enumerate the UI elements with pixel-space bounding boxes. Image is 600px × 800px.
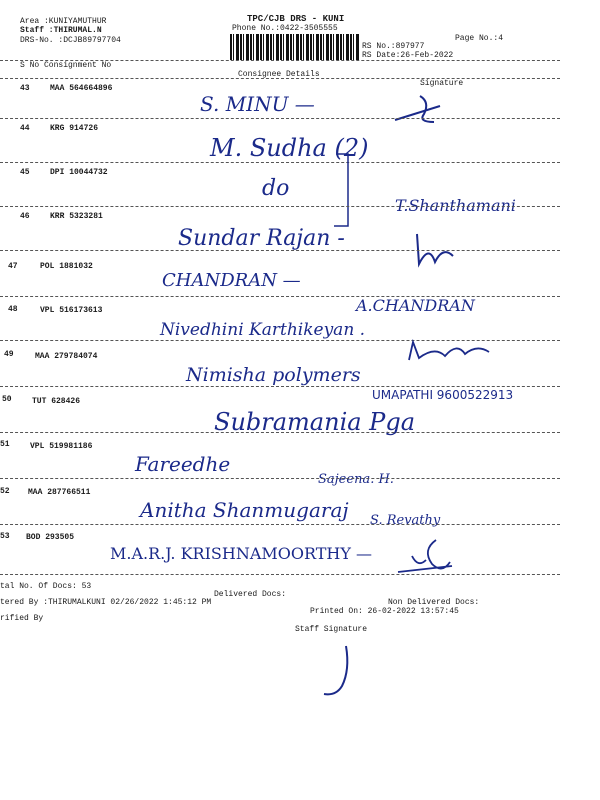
row-divider — [0, 162, 560, 163]
page-number: Page No.:4 — [455, 34, 504, 43]
row-sno: 45 — [20, 168, 30, 177]
printed-on: Printed On: 26-02-2022 13:57:45 — [310, 607, 459, 616]
row-consignment: MAA 564664896 — [50, 84, 113, 93]
row-divider — [0, 250, 560, 251]
row-consignment: MAA 287766511 — [28, 488, 91, 497]
row-consignment: DPI 10044732 — [50, 168, 108, 177]
row-consignment: VPL 519981186 — [30, 442, 93, 451]
non-delivered-docs: Non Delivered Docs: — [388, 598, 480, 607]
entered-by: tered By :THIRUMALKUNI 02/26/2022 1:45:12 PM — [0, 598, 212, 607]
row-consignee-name: CHANDRAN — — [162, 270, 301, 291]
row-divider — [0, 524, 560, 525]
row-consignment: POL 1881032 — [40, 262, 93, 271]
row-sno: 53 — [0, 532, 10, 541]
staff-label: Staff :THIRUMAL.N — [20, 26, 102, 35]
row-sno: 50 — [2, 395, 12, 404]
staff-signature-mark — [318, 640, 358, 700]
row-consignment: VPL 516173613 — [40, 306, 103, 315]
row-consignee-name: do — [262, 176, 290, 201]
document-title: TPC/CJB DRS - KUNI — [247, 14, 345, 24]
row-sno: 51 — [0, 440, 10, 449]
row-consignee-name: M. Sudha (2) — [210, 134, 369, 162]
row-sno: 48 — [8, 305, 18, 314]
row-consignment: KRR 5323281 — [50, 212, 103, 221]
row-receiver-name: UMAPATHI 9600522913 — [372, 388, 514, 402]
row-consignee-name: Nimisha polymers — [186, 364, 361, 386]
barcode — [230, 34, 360, 60]
delivered-docs: Delivered Docs: — [214, 590, 287, 599]
area-label: Area :KUNIYAMUTHUR — [20, 17, 107, 26]
column-signature: Signature — [420, 79, 464, 88]
row-sno: 43 — [20, 84, 30, 93]
row-divider — [0, 386, 560, 387]
row-sno: 44 — [20, 124, 30, 133]
row-divider — [0, 478, 560, 479]
drs-number: DRS-No. :DCJB89797704 — [20, 36, 121, 45]
row-sno: 47 — [8, 262, 18, 271]
staff-signature-label: Staff Signature — [295, 625, 368, 634]
row-consignee-name: Fareedhe — [135, 452, 231, 476]
row-sno: 46 — [20, 212, 30, 221]
row-consignee-name: Sundar Rajan - — [178, 226, 345, 251]
row-divider — [0, 296, 560, 297]
row-consignee-name: Nivedhini Karthikeyan . — [160, 320, 366, 340]
row-consignee-name: S. MINU — — [200, 92, 315, 116]
row-receiver-name: S. Revathy — [370, 513, 441, 528]
row-consignee-name: Anitha Shanmugaraj — [140, 498, 349, 522]
header-divider-2 — [0, 78, 560, 79]
row-consignment: KRG 914726 — [50, 124, 99, 133]
rs-date: RS Date:26-Feb-2022 — [362, 51, 454, 60]
row-consignee-name: M.A.R.J. KRISHNAMOORTHY — — [110, 544, 373, 563]
bracket-mark — [330, 150, 360, 230]
signature-mark — [405, 336, 495, 366]
row-receiver-name: A.CHANDRAN — [356, 296, 475, 315]
row-consignee-name: Subramania Pga — [214, 408, 415, 436]
column-sno-consignment: S No Consignment No — [20, 61, 112, 70]
phone-number: Phone No.:0422-3505555 — [232, 24, 338, 33]
row-sno: 52 — [0, 487, 10, 496]
row-consignment: MAA 279784074 — [35, 352, 98, 361]
column-consignee-details: Consignee Details — [238, 70, 320, 79]
row-consignment: TUT 628426 — [32, 397, 81, 406]
row-divider — [0, 118, 560, 119]
signature-mark — [390, 92, 450, 128]
rs-number: RS No.:897977 — [362, 42, 425, 51]
row-divider — [0, 206, 560, 207]
row-divider — [0, 432, 560, 433]
row-divider — [0, 574, 560, 575]
row-receiver-name: T.Shanthamani — [395, 196, 516, 215]
row-consignment: BOD 293505 — [26, 533, 75, 542]
row-receiver-name: Sajeena. H. — [318, 472, 394, 487]
row-sno: 49 — [4, 350, 14, 359]
verified-by: rified By — [0, 614, 44, 623]
total-docs: tal No. Of Docs: 53 — [0, 582, 92, 591]
